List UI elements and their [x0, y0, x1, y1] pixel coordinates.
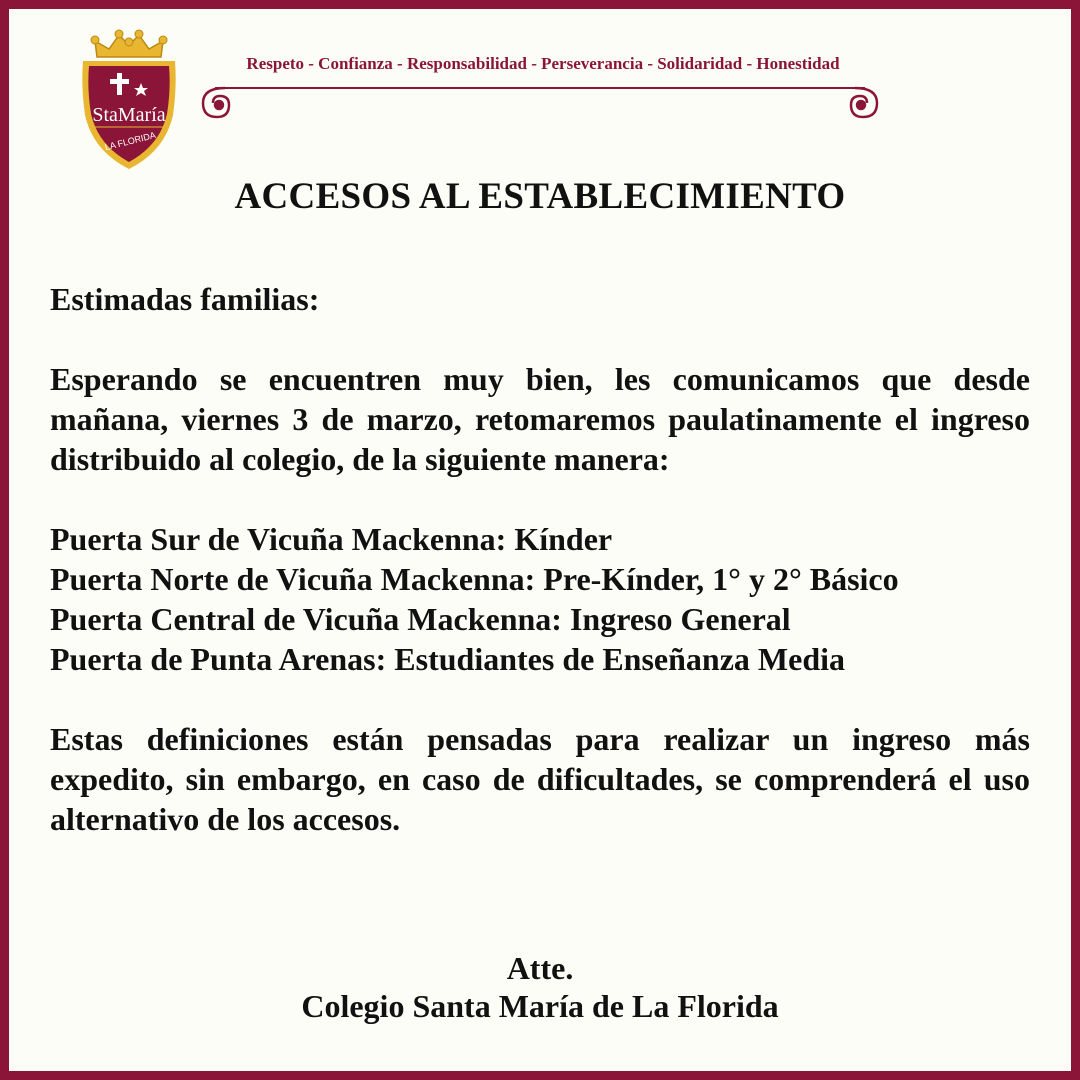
decorative-scroll-divider	[195, 83, 885, 123]
notice-title: ACCESOS AL ESTABLECIMIENTO	[234, 176, 846, 217]
school-crest-logo	[73, 27, 185, 173]
left-scroll-icon	[203, 88, 229, 117]
intro-paragraph: Esperando se encuentren muy bien, les comunicamos que desde mañana, viernes 3 de marzo, retomaremos paulatinamente el ingreso distribuido al colegio, de la siguiente manera:	[50, 361, 1030, 477]
access-item: Puerta Norte de Vicuña Mackenna: Pre-Kínder, 1° y 2° Básico	[50, 561, 899, 597]
access-item: Puerta Sur de Vicuña Mackenna: Kínder	[50, 521, 613, 557]
notice-body	[50, 279, 1030, 839]
logo-brand-text: StaMaría	[92, 104, 166, 126]
notice-page	[9, 9, 1071, 1071]
crown-icon	[91, 30, 167, 57]
access-item: Puerta de Punta Arenas: Estudiantes de Enseñanza Media	[50, 641, 846, 677]
closing-paragraph: Estas definiciones están pensadas para realizar un ingreso más expedito, sin embargo, en caso de dificultades, se comprenderá el uso alternativo de los accesos.	[50, 721, 1030, 837]
signature-block	[9, 949, 1071, 1025]
logo-sublabel-text: LA FLORIDA	[103, 129, 157, 153]
access-item: Puerta Central de Vicuña Mackenna: Ingreso General	[50, 601, 791, 637]
signature-school-name: Colegio Santa María de La Florida	[301, 988, 779, 1024]
school-values-line: Respeto - Confianza - Responsabilidad - Perseverancia - Solidaridad - Honestidad	[246, 54, 840, 73]
signature-atte: Atte.	[506, 950, 574, 986]
right-scroll-icon	[851, 88, 877, 117]
greeting: Estimadas familias:	[50, 281, 320, 317]
